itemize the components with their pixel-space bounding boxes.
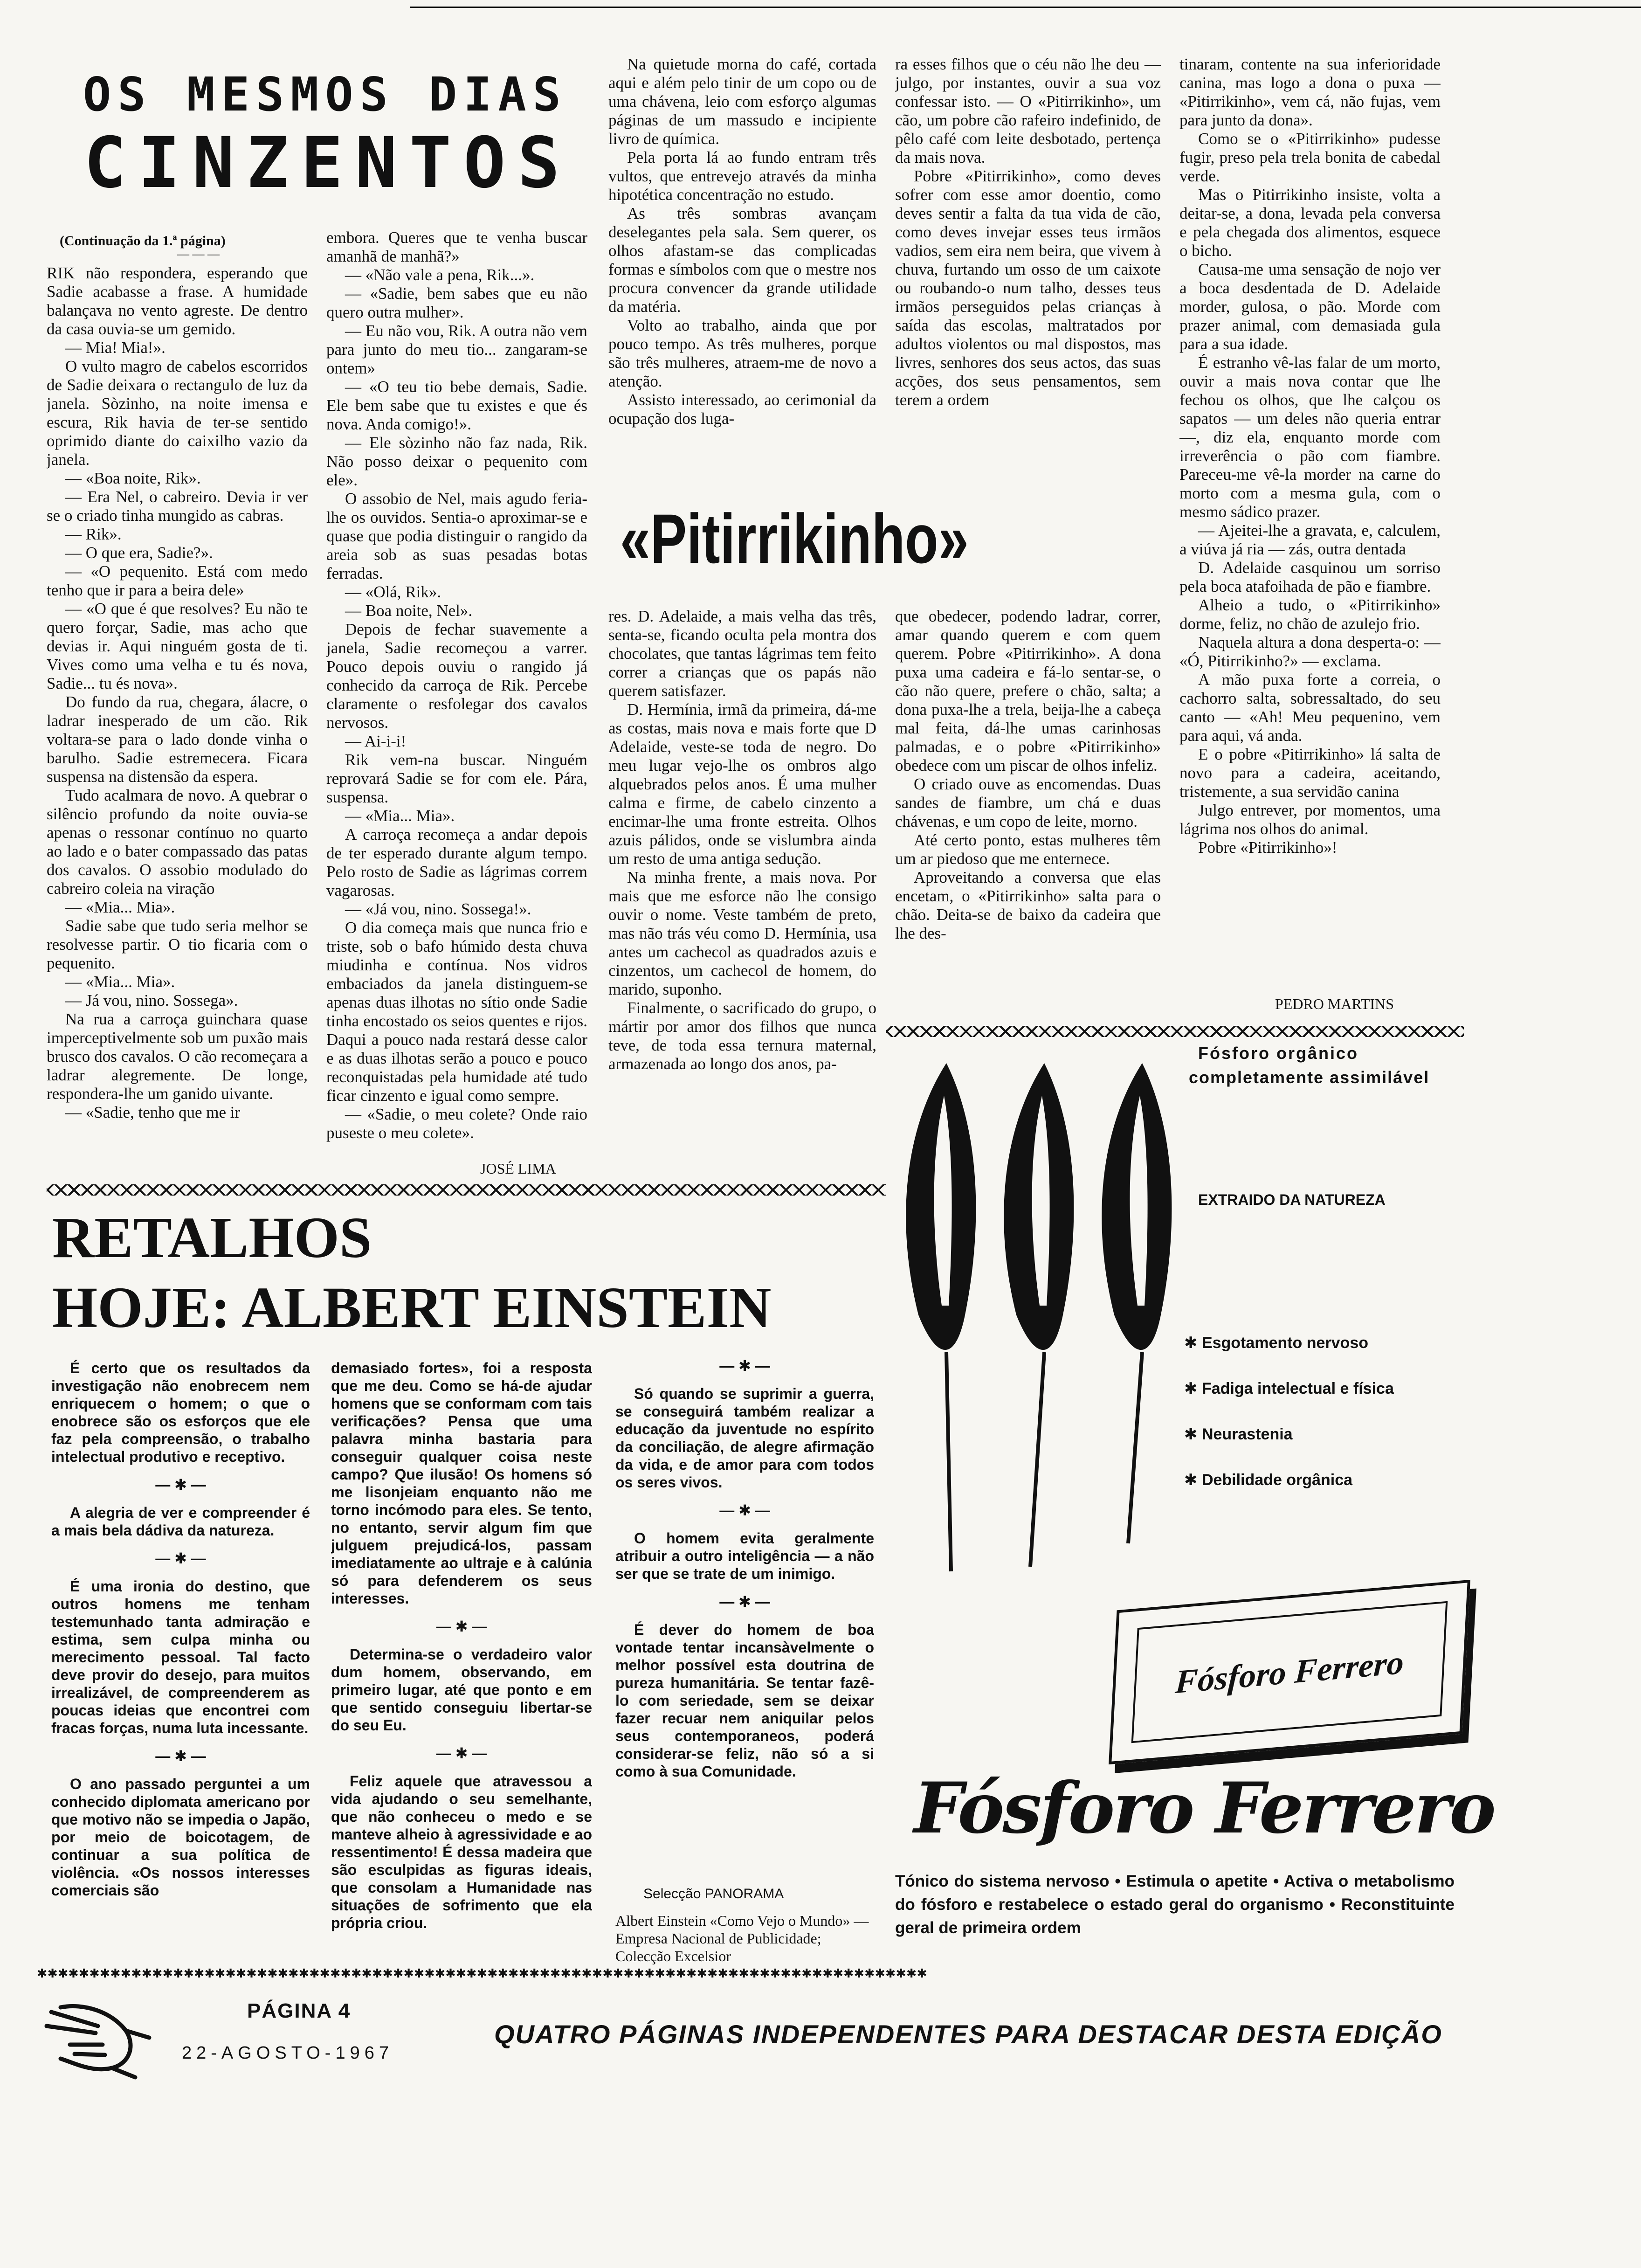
list-item-label: Neurastenia — [1201, 1425, 1293, 1443]
article1-column-2 — [326, 228, 587, 1152]
paragraph: Do fundo da rua, chegara, álacre, o ladrar inesperado de um cão. Rik voltara-se para o lado donde vinha o barulho. Sadie estremecera. Ficara suspensa na distensão da espera. — [47, 693, 308, 786]
pointing-hand-icon — [42, 1993, 154, 2082]
paragraph: — «Mia... Mia». — [345, 807, 455, 825]
paragraph: — «O pequenito. Está com medo tenho que ir para a beira dele» — [47, 562, 308, 599]
paragraph: D. Hermínia, irmã da primeira, dá-me as costas, mais nova e mais forte que D Adelaide, veste-se toda de negro. Do meu lugar vejo-lhe os ombros algo alquebrados pelos anos. É uma mulher calma e firme, de cabelo cinzento a encimar-lhe uma fronte estreita. Olhos azuis pálidos, onde se vislumbra ainda um resto de uma antiga sedução. — [608, 700, 876, 868]
paragraph: O assobio de Nel, mais agudo feria-lhe os ouvidos. Sentia-o aproximar-se e quase que podia distinguir o rangido da areia sob as suas pesadas botas ferradas. — [326, 490, 587, 582]
paragraph: D. Adelaide casquinou um sorriso pela boca atafoihada de pão e fiambre. — [1179, 559, 1441, 595]
dash-separator: — — — — [177, 247, 220, 261]
paragraph: Rik vem-na buscar. Ninguém reprovará Sadie se for com ele. Pára, suspensa. — [326, 751, 587, 806]
paragraph: Julgo entrever, por momentos, uma lágrima nos olhos do animal. — [1179, 801, 1441, 838]
article2-column-2 — [895, 55, 1161, 465]
star-separator: — ✱ — — [436, 1618, 487, 1635]
paragraph: As três sombras avançam deselegantes pela sala. Sem querer, os olhos afastam-se das complicadas formas e símbolos com que o mestre nos procura convencer da grande utilidade da matéria. — [608, 204, 876, 316]
paragraph: Pela porta lá ao fundo entram três vultos, que entrevejo através da minha hipotética concentração no estudo. — [608, 148, 876, 204]
paragraph: — «Sadie, tenho que me ir — [65, 1103, 241, 1121]
paragraph: Alheio a tudo, o «Pitirrikinho» dorme, feliz, no chão de azulejo frio. — [1179, 596, 1441, 633]
issue-date: 22-AGOSTO-1967 — [182, 2043, 394, 2063]
paragraph: embora. Queres que te venha buscar amanhã de manhã?» — [326, 228, 587, 265]
product-box-label: Fósforo Ferrero — [1174, 1643, 1405, 1701]
article-title-line1: OS MESMOS DIAS — [83, 67, 567, 122]
paragraph: Só quando se suprimir a guerra, se conseguirá também realizar a educação da juventude no espírito da conciliação, de alegre afirmação da vida, e de amor para com todos os seres vivos. — [615, 1385, 874, 1491]
asterisk-icon: ✱ — [1184, 1380, 1202, 1397]
article3-column-2 — [331, 1359, 592, 1956]
paragraph: A mão puxa forte a correia, o cachorro salta, sobressaltado, do seu canto — «Ah! Meu pequenino, vem para aqui, vá anda. — [1179, 671, 1441, 745]
selection-credit: Selecção PANORAMA — [643, 1886, 784, 1902]
paragraph: Causa-me uma sensação de nojo ver a boca desdentada de D. Adelaide morder, gulosa, o pão. Morde com prazer animal, com demasiada gula para a sua idade. — [1179, 260, 1441, 353]
paragraph: res. D. Adelaide, a mais velha das três, senta-se, ficando oculta pela montra dos chocolates, que tantas lágrimas tem feito correr a crianças que os papás não querem satisfazer. — [608, 607, 876, 700]
paragraph: — «Boa noite, Rik». — [65, 469, 201, 487]
paragraph: Assisto interessado, ao cerimonial da ocupação dos luga- — [608, 391, 876, 428]
article2-column-3 — [1179, 55, 1441, 1006]
paragraph: — «Mia... Mia». — [65, 898, 175, 916]
asterisk-icon: ✱ — [1184, 1334, 1202, 1352]
paragraph: — Boa noite, Nel». — [345, 602, 473, 620]
paragraph: demasiado fortes», foi a resposta que me deu. Como se há-de ajudar homens que se conformam com tais verificações? Pensa que uma palavra minha bastaria para conseguir qualquer coisa neste campo? Que ilusão! Os homens só me lisonjeiam enquanto não me torno incómodo para eles. Se tento, no entanto, servir algum fim que julguem prejudicá-los, passam imediatamente ao ultraje e à calúnia só para defenderem os seus interesses. — [331, 1360, 592, 1607]
paragraph: Volto ao trabalho, ainda que por pouco tempo. As três mulheres, porque são três mulheres, atraem-me de novo a atenção. — [608, 316, 876, 390]
star-separator: — ✱ — — [155, 1476, 206, 1493]
paragraph: — Ajeitei-lhe a gravata, e, calculem, a viúva já ria — zás, outra dentada — [1179, 521, 1441, 558]
paragraph: É dever do homem de boa vontade tentar incansàvelmente o melhor possível esta doutrina de pureza humanitária. Se tentar fazê-lo com seriedade, sem se deixar fazer recuar nem aniquilar pelos seus contemporaneos, poderá considerar-se feliz, não só a si como à sua Comunidade. — [615, 1621, 874, 1780]
wheat-illustration — [876, 1026, 1203, 1576]
product-box-inner — [1131, 1601, 1448, 1743]
paragraph: Até certo ponto, estas mulheres têm um ar piedoso que me enternece. — [895, 831, 1161, 868]
star-separator: — ✱ — — [719, 1502, 770, 1519]
paragraph: ra esses filhos que o céu não lhe deu — julgo, por instantes, ouvir a sua voz confessar isto. — O «Pitirrikinho», um cão, um pobre cão rafeiro indefinido, de pêlo café com leite desbotado, pertença da mais nova. — [895, 55, 1161, 166]
paragraph: — O que era, Sadie?». — [65, 544, 213, 562]
star-separator: — ✱ — — [719, 1357, 770, 1374]
ad-brand: Fósforo Ferrero — [914, 1767, 1494, 1849]
paragraph: Depois de fechar suavemente a janela, Sadie recomeçou a varrer. Pouco depois ouviu o rangido já conhecido da carroça de Rik. Percebe claramente o resfolegar dos cavalos nervosos. — [326, 620, 587, 732]
article2-column-5 — [895, 607, 1161, 1017]
paragraph: Pobre «Pitirrikinho», como deves sofrer com esse amor doentio, como deves sentir a falta da tua vida de cão, como deves invejar esses teus irmãos vadios, sem eira nem beira, que vivem à chuva, furtando um osso de um caixote ou roubando-o num talho, desses teus irmãos perseguidos pelas crianças à saída das escolas, maltratados por adultos violentos ou mal dispostos, mas livres, senhores dos seus actos, das suas acções, dos seus pensamentos, sem terem a ordem — [895, 167, 1161, 409]
list-item — [1184, 1379, 1394, 1398]
ad-footer-text: Tónico do sistema nervoso • Estimula o apetite • Activa o metabolismo do fósforo e restabelece o estado geral do organismo • Reconstituinte geral de primeira ordem — [895, 1872, 1455, 1937]
paragraph: Na minha frente, a mais nova. Por mais que me esforce não lhe consigo ouvir o nome. Veste também de preto, mas não trás véu como D. Hermínia, usa antes um cachecol as quadrados azuis e cinzentos, um cachecol de homem, do marido, suponho. — [608, 868, 876, 998]
paragraph: Finalmente, o sacrificado do grupo, o mártir por amor dos filhos que nunca teve, de toda essa ternura maternal, armazenada ao longo dos anos, pa- — [608, 999, 876, 1073]
paragraph: que obedecer, podendo ladrar, correr, amar quando querem e com quem querem. Pobre «Pitirrikinho». A dona puxa uma cadeira e fá-lo sentar-se, o cão não quere, prefere o chão, salta; a dona puxa-lhe a trela, beija-lhe a cabeça mal feita, dá-lhe umas carinhosas palmadas, e o pobre «Pitirrikinho» obedece com um piscar de olhos infeliz. — [895, 607, 1161, 774]
star-separator: — ✱ — — [436, 1745, 487, 1762]
paragraph: O ano passado perguntei a um conhecido diplomata americano por que motivo não se impedia o Japão, por meio de boicotagem, de continuar a sua política de violência. «Os nossos interesses comerciais são — [51, 1776, 310, 1899]
paragraph: — «Sadie, bem sabes que eu não quero outra mulher». — [326, 284, 587, 321]
star-separator: — ✱ — — [719, 1593, 770, 1610]
paragraph: A alegria de ver e compreender é a mais bela dádiva da natureza. — [51, 1504, 310, 1539]
star-separator: — ✱ — — [155, 1550, 206, 1567]
list-item-label: Debilidade orgânica — [1201, 1471, 1353, 1489]
paragraph: O criado ouve as encomendas. Duas sandes de fiambre, um chá e duas chávenas, e um copo de leite, morno. — [895, 775, 1161, 830]
paragraph: É uma ironia do destino, que outros homens me tenham testemunhado tanta admiração e estima, sem culpa minha ou merecimento pessoal. Tal facto deve provir do desejo, para muitos irrealizável, de compreenderem as poucas ideias que encontrei com fracas forças, numa luta incessante. — [51, 1578, 310, 1736]
paragraph: — «O teu tio bebe demais, Sadie. Ele bem sabe que tu existes e que és nova. Anda comigo!». — [326, 378, 587, 433]
paragraph: É estranho vê-las falar de um morto, ouvir a mais nova contar que lhe fechou os olhos, que lhe calçou os sapatos — um deles não queria entrar —, diz ela, enquanto morde com irreverência o pão com fiambre. Pareceu-me vê-la morder na carne do morto com a mesma gula, com o mesmo sádico prazer. — [1179, 353, 1441, 521]
star-rule: ✱✱✱✱✱✱✱✱✱✱✱✱✱✱✱✱✱✱✱✱✱✱✱✱✱✱✱✱✱✱✱✱✱✱✱✱✱✱✱✱✱✱✱✱✱✱✱✱✱✱✱✱✱✱✱✱✱✱✱✱✱✱✱✱✱✱✱✱✱✱✱✱✱✱✱✱✱✱✱✱✱✱✱✱✱ — [37, 1963, 928, 1982]
ad-natural-label: EXTRAIDO DA NATUREZA — [1198, 1191, 1386, 1208]
paragraph: — «Olá, Rik». — [345, 583, 441, 601]
edition-tagline: QUATRO PÁGINAS INDEPENDENTES PARA DESTACAR DESTA EDIÇÃO — [494, 2019, 1442, 2049]
paragraph: O dia começa mais que nunca frio e triste, sob o bafo húmido desta chuva miudinha e contínua. Nos vidros embaciados da janela distinguem-se apenas duas ilhotas no sítio onde Sadie tinha encostado os seios quentes e rijos. Daqui a pouco nada restará desse calor e as duas ilhotas serão a pouco e pouco reconquistadas pela humidade até tudo ficar cinzento e igual como sempre. — [326, 919, 587, 1105]
paragraph: Na rua a carroça guinchara quase imperceptivelmente sob um puxão mais brusco dos cavalos. O cão recomeçara a ladrar alegremente. De longe, respondera-lhe um ganido uivante. — [47, 1010, 308, 1103]
article3-column-1 — [51, 1359, 310, 1956]
list-item-label: Fadiga intelectual e física — [1201, 1380, 1394, 1397]
article3-column-3 — [615, 1357, 874, 1884]
list-item — [1184, 1334, 1394, 1352]
ad-symptom-list — [1184, 1334, 1394, 1516]
paragraph: — Já vou, nino. Sossega». — [65, 991, 238, 1010]
paragraph: — Rik». — [65, 525, 122, 543]
paragraph: — «Não vale a pena, Rik...». — [345, 266, 535, 284]
paragraph: — Eu não vou, Rik. A outra não vem para junto do meu tio... zangaram-se ontem» — [326, 322, 587, 377]
star-separator: — ✱ — — [155, 1748, 206, 1764]
page-number: PÁGINA 4 — [247, 1999, 351, 2022]
paragraph: É certo que os resultados da investigação não enobrecem nem enriquecem o homem; o que o enobrece são os esforços que ele faz pela compreensão, o trabalho intelectual produtivo e receptivo. — [51, 1360, 310, 1465]
paragraph: O homem evita geralmente atribuir a outro inteligência — a não ser que se trate de um inimigo. — [615, 1530, 874, 1582]
article3-title-line2: HOJE: ALBERT EINSTEIN — [52, 1276, 772, 1340]
list-item — [1184, 1425, 1394, 1444]
top-rule — [410, 7, 1641, 8]
paragraph: Feliz aquele que atravessou a vida ajudando o seu semelhante, que não conheceu o medo e se manteve alheio à agressividade e ao ressentimento! É dessa madeira que são esculpidas as figuras ideais, que consolam a Humanidade nas situações de sofrimento que ela própria criou. — [331, 1773, 592, 1931]
asterisk-icon: ✱ — [1184, 1425, 1202, 1443]
paragraph: — «Já vou, nino. Sossega!». — [345, 900, 531, 918]
article2-title: «Pitirrikinho» — [620, 499, 969, 578]
paragraph: Como se o «Pitirrikinho» pudesse fugir, preso pela trela bonita de cabedal verde. — [1179, 130, 1441, 185]
product-box — [1109, 1580, 1470, 1764]
ad-headline-2: completamente assimilável — [1189, 1068, 1430, 1087]
ad-headline-1: Fósforo orgânico — [1198, 1044, 1358, 1063]
article3-title-line1: RETALHOS — [52, 1206, 372, 1270]
article2-column-1 — [608, 55, 876, 493]
list-item — [1184, 1471, 1394, 1489]
continuation-note: (Continuação da 1.ª página) — [60, 233, 226, 249]
paragraph: O vulto magro de cabelos escorridos de Sadie deixara o rectangulo de luz da janela. Sòzinho, na noite imensa e escura, Rik havia de ter-se sentido oprimido diante do caixilho vazio da janela. — [47, 357, 308, 469]
paragraph: Mas o Pitirrikinho insiste, volta a deitar-se, a dona, levada pela conversa e pela chegada dos alimentos, esquece o bicho. — [1179, 186, 1441, 260]
paragraph: — «Mia... Mia». — [65, 973, 175, 991]
paragraph: Pobre «Pitirrikinho»! — [1198, 838, 1338, 857]
article1-column-1 — [47, 264, 308, 1178]
wavy-divider — [47, 1184, 886, 1196]
paragraph: Naquela altura a dona desperta-o: — «Ó, Pitirrikinho?» — exclama. — [1179, 633, 1441, 670]
article-title-line2: CINZENTOS — [84, 123, 572, 204]
paragraph: tinaram, contente na sua inferioridade canina, mas logo a dona o puxa — «Pitirrikinho», vem cá, não fujas, vem para junto da dona». — [1179, 55, 1441, 129]
paragraph: Na quietude morna do café, cortada aqui e além pelo tinir de um copo ou de uma chávena, leio com esforço algumas páginas de um massudo e incipiente livro de química. — [608, 55, 876, 148]
paragraph: Sadie sabe que tudo seria melhor se resolvesse partir. O tio ficaria com o pequenito. — [47, 917, 308, 972]
paragraph: E o pobre «Pitirrikinho» lá salta de novo para a cadeira, aceitando, tristemente, a sua servidão canina — [1179, 745, 1441, 801]
paragraph: — Mia! Mia!». — [65, 339, 165, 357]
list-item-label: Esgotamento nervoso — [1201, 1334, 1369, 1352]
article1-author: JOSÉ LIMA — [480, 1160, 556, 1177]
paragraph: — Ele sòzinho não faz nada, Rik. Não posso deixar o pequenito com ele». — [326, 434, 587, 489]
paragraph: — «Sadie, o meu colete? Onde raio puseste o meu colete». — [326, 1105, 587, 1142]
asterisk-icon: ✱ — [1184, 1471, 1202, 1489]
paragraph: A carroça recomeça a andar depois de ter esperado durante algum tempo. Pelo rosto de Sadie as lágrimas correm vagarosas. — [326, 825, 587, 899]
paragraph: RIK não respondera, esperando que Sadie acabasse a frase. A humidade balançava no vento agreste. De dentro da casa ouvia-se um gemido. — [47, 264, 308, 338]
paragraph: — «O que é que resolves? Eu não te quero forçar, Sadie, mas acho que devias ir. Aqui ninguém gosta de ti. Vives como uma velha e tu és nova, Sadie... tu és nova». — [47, 600, 308, 692]
article2-author: PEDRO MARTINS — [1275, 996, 1394, 1012]
paragraph: Determina-se o verdadeiro valor dum homem, observando, em primeiro lugar, até que ponto e em que sentido conseguiu libertar-se do seu Eu. — [331, 1646, 592, 1734]
paragraph: — Era Nel, o cabreiro. Devia ir ver se o criado tinha mungido as cabras. — [47, 488, 308, 525]
article2-column-4 — [608, 607, 876, 1176]
paragraph: Aproveitando a conversa que elas encetam, o «Pitirrikinho» salta para o chão. Deita-se de baixo da cadeira que lhe des- — [895, 868, 1161, 942]
source-credit: Albert Einstein «Como Vejo o Mundo» — Empresa Nacional de Publicidade; Colecção Excelsior — [615, 1912, 869, 1964]
paragraph: — Ai-i-i! — [345, 732, 407, 750]
paragraph: Tudo acalmara de novo. A quebrar o silêncio profundo da noite ouvia-se apenas o ressonar contínuo no quarto ao lado e o bater compassado das patas dos cavalos. O assobio modulado do cabreiro coleia na viração — [47, 786, 308, 898]
